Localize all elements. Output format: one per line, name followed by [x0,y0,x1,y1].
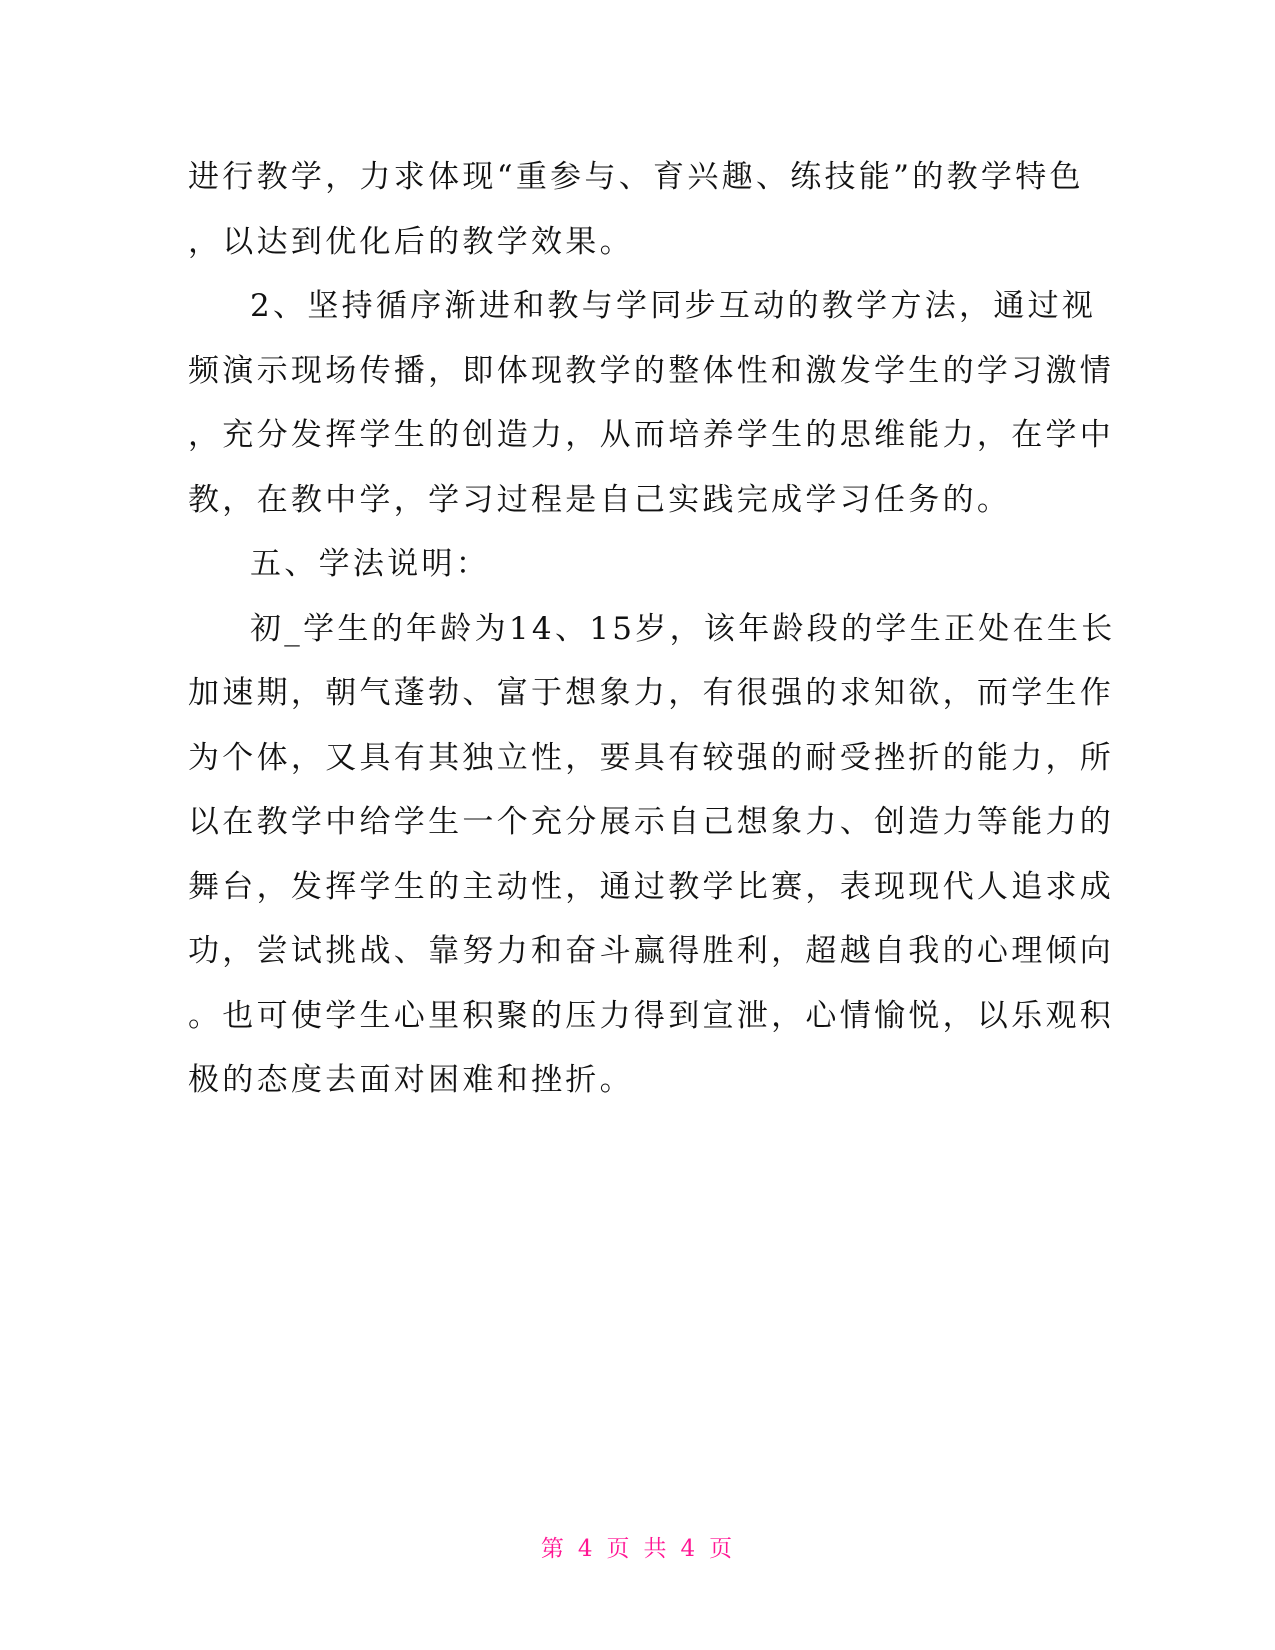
footer-prefix: 第 [540,1536,566,1562]
text-line: 进行教学，力求体现“重参与、育兴趣、练技能”的教学特色 [188,159,1084,195]
page-number-footer [0,1530,1275,1563]
text-line: 教，在教中学，学习过程是自己实践完成学习任务的。 [188,481,1012,518]
text-line: 以在教学中给学生一个充分展示自己想象力、创造力等能力的 [188,804,1115,840]
footer-page-word: 页 [606,1536,632,1562]
text-line: ，以达到优化后的教学效果。 [188,223,634,260]
footer-current-page: 4 [577,1536,595,1562]
text-line: 频演示现场传播，即体现教学的整体性和激发学生的学习激情 [188,352,1115,389]
footer-suffix: 页 [709,1536,735,1562]
text-line: 功，尝试挑战、靠努力和奋斗赢得胜利，超越自我的心理倾向 [188,933,1115,969]
footer-total-word: 共 [643,1536,669,1562]
text-line: 2、坚持循序渐进和教与学同步互动的教学方法，通过视 [250,288,1097,324]
text-line: 舞台，发挥学生的主动性，通过教学比赛，表现现代人追求成 [188,868,1115,905]
section-heading: 五、学法说明： [250,546,491,582]
text-line: ，充分发挥学生的创造力，从而培养学生的思维能力，在学中 [188,417,1115,453]
text-line: 极的态度去面对困难和挫折。 [188,1062,634,1098]
text-line: 加速期，朝气蓬勃、富于想象力，有很强的求知欲，而学生作 [188,675,1115,711]
text-line: 为个体，又具有其独立性，要具有较强的耐受挫折的能力，所 [188,739,1115,776]
text-line: 初_学生的年龄为14、15岁，该年龄段的学生正处在生长 [250,610,1116,647]
text-line: 。也可使学生心里积聚的压力得到宣泄，心情愉悦，以乐观积 [188,997,1115,1034]
footer-total-pages: 4 [680,1536,698,1562]
document-body [188,145,1116,1113]
